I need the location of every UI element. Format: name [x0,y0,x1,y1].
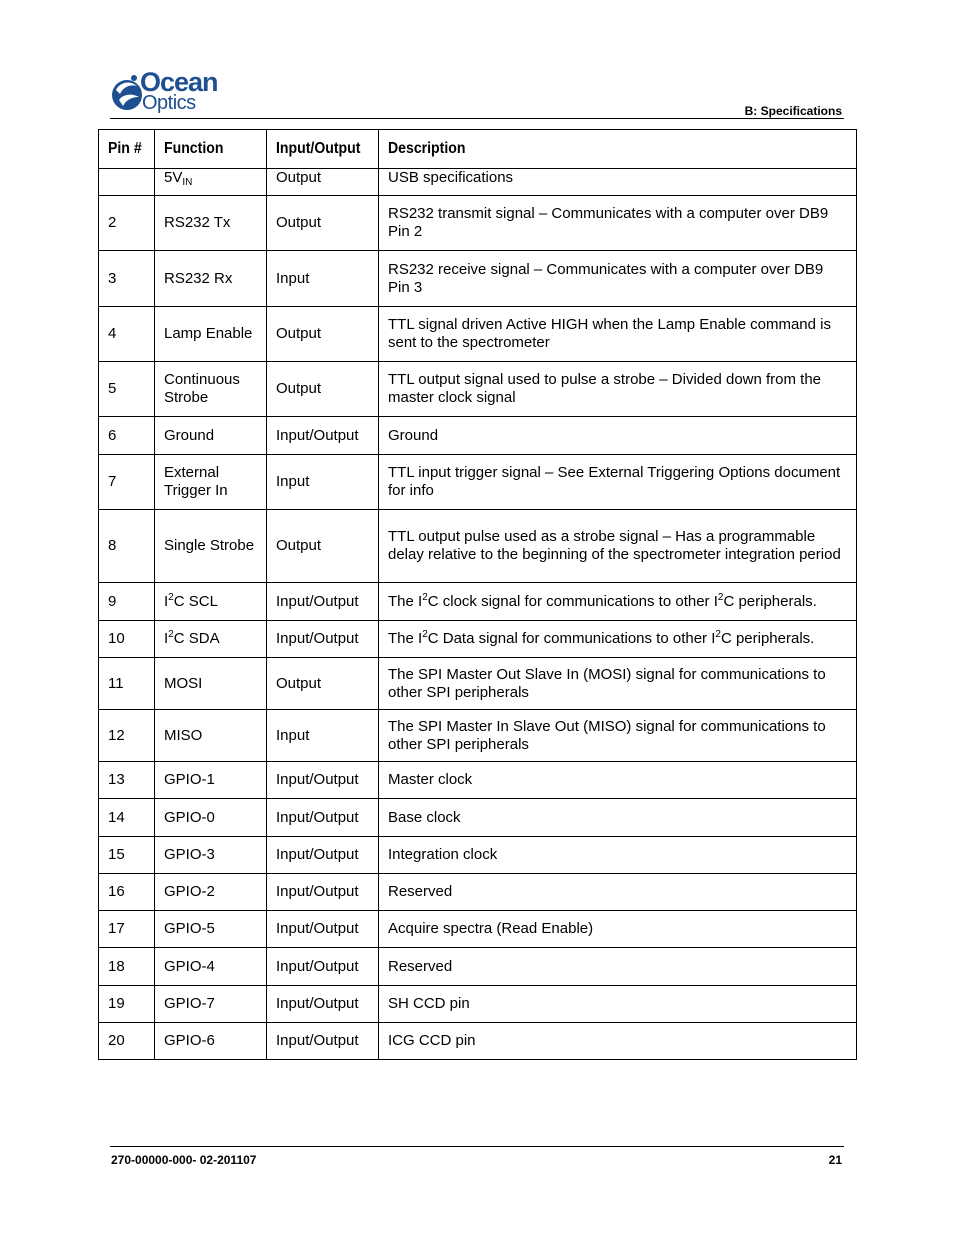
io-cell: Output [267,307,379,362]
pin-cell: 6 [99,417,155,455]
pin-cell: 11 [99,658,155,710]
page-header [110,67,844,120]
table-row [99,837,857,874]
io-cell: Input/Output [267,911,379,948]
function-cell: $I^2C$ SCL [155,583,267,621]
description-cell: The $I^2C$ Data signal for communications to other $I^2C$ peripherals. [379,621,857,658]
table-row [99,799,857,837]
pin-cell: 16 [99,874,155,911]
io-cell: Input [267,251,379,307]
column-header-pin: Pin # [99,130,155,169]
section-label: B: Specifications [744,104,842,118]
pin-cell [99,169,155,196]
io-cell: Input/Output [267,948,379,986]
io-cell: Output [267,362,379,417]
function-cell: $5V_{IN}$ [155,169,267,196]
io-cell: Input/Output [267,874,379,911]
description-cell: RS232 transmit signal – Communicates with a computer over DB9 Pin 2 [379,196,857,251]
table-row [99,362,857,417]
io-cell: Input/Output [267,837,379,874]
pin-cell: 3 [99,251,155,307]
description-cell: Master clock [379,762,857,799]
function-cell: GPIO-7 [155,986,267,1023]
function-cell: RS232 Rx [155,251,267,307]
function-cell: External Trigger In [155,455,267,510]
description-cell: Base clock [379,799,857,837]
column-header-function: Function [155,130,267,169]
description-cell: Reserved [379,874,857,911]
pin-cell: 12 [99,710,155,762]
table-row [99,196,857,251]
function-cell: Single Strobe [155,510,267,583]
description-cell: The $I^2C$ clock signal for communications to other $I^2C$ peripherals. [379,583,857,621]
function-cell: GPIO-4 [155,948,267,986]
table-row [99,710,857,762]
description-cell: TTL signal driven Active HIGH when the Lamp Enable command is sent to the spectrometer [379,307,857,362]
description-cell: SH CCD pin [379,986,857,1023]
pin-cell: 4 [99,307,155,362]
io-cell: Output [267,169,379,196]
pin-cell: 7 [99,455,155,510]
function-cell: GPIO-1 [155,762,267,799]
function-cell: GPIO-0 [155,799,267,837]
header-divider [110,118,844,119]
description-cell: USB specifications [379,169,857,196]
pin-cell: 17 [99,911,155,948]
logo-text-ocean: Ocean [140,67,218,97]
description-cell: RS232 receive signal – Communicates with a computer over DB9 Pin 3 [379,251,857,307]
description-cell: Ground [379,417,857,455]
pin-cell: 20 [99,1023,155,1060]
description-cell: The SPI Master In Slave Out (MISO) signal for communications to other SPI peripherals [379,710,857,762]
io-cell: Input/Output [267,583,379,621]
table-row [99,762,857,799]
table-row [99,169,857,196]
io-cell: Output [267,196,379,251]
description-cell: TTL input trigger signal – See External Triggering Options document for info [379,455,857,510]
function-cell: $I^2C$ SDA [155,621,267,658]
function-cell: GPIO-5 [155,911,267,948]
ocean-optics-logo [110,67,240,116]
pin-cell: 14 [99,799,155,837]
table-row [99,307,857,362]
io-cell: Input [267,455,379,510]
description-cell: Integration clock [379,837,857,874]
io-cell: Input [267,710,379,762]
table-row [99,621,857,658]
footer-divider [110,1146,844,1147]
table-row [99,251,857,307]
io-cell: Input/Output [267,762,379,799]
description-cell: Acquire spectra (Read Enable) [379,911,857,948]
pin-cell: 5 [99,362,155,417]
pin-cell: 13 [99,762,155,799]
function-cell: Ground [155,417,267,455]
table-row [99,658,857,710]
function-cell: Continuous Strobe [155,362,267,417]
table-row [99,417,857,455]
description-cell: Reserved [379,948,857,986]
table-row [99,874,857,911]
function-cell: GPIO-6 [155,1023,267,1060]
io-cell: Input/Output [267,417,379,455]
table-row [99,1023,857,1060]
pin-cell: 9 [99,583,155,621]
table-row [99,510,857,583]
table-row [99,986,857,1023]
function-cell: MOSI [155,658,267,710]
io-cell: Output [267,658,379,710]
table-row [99,583,857,621]
wave-logo-icon [110,70,144,116]
table-header-row [99,130,857,169]
column-header-io: Input/Output [267,130,379,169]
pin-cell: 10 [99,621,155,658]
pin-cell: 18 [99,948,155,986]
pin-table [98,129,857,1060]
page-number: 21 [828,1153,842,1167]
function-cell: GPIO-3 [155,837,267,874]
column-header-description: Description [379,130,857,169]
table-row [99,948,857,986]
io-cell: Input/Output [267,986,379,1023]
io-cell: Output [267,510,379,583]
function-cell: MISO [155,710,267,762]
io-cell: Input/Output [267,799,379,837]
function-cell: GPIO-2 [155,874,267,911]
pin-cell: 2 [99,196,155,251]
table-row [99,911,857,948]
io-cell: Input/Output [267,621,379,658]
function-cell: Lamp Enable [155,307,267,362]
description-cell: ICG CCD pin [379,1023,857,1060]
logo-text-optics: Optics [142,92,196,114]
description-cell: The SPI Master Out Slave In (MOSI) signal for communications to other SPI peripherals [379,658,857,710]
table-row [99,455,857,510]
function-cell: RS232 Tx [155,196,267,251]
pin-cell: 19 [99,986,155,1023]
description-cell: TTL output pulse used as a strobe signal – Has a programmable delay relative to the beginning of the spectrometer integration period [379,510,857,583]
pin-cell: 8 [99,510,155,583]
description-cell: TTL output signal used to pulse a strobe – Divided down from the master clock signal [379,362,857,417]
pin-cell: 15 [99,837,155,874]
io-cell: Input/Output [267,1023,379,1060]
document-number: 270-00000-000- 02-201107 [111,1153,257,1167]
